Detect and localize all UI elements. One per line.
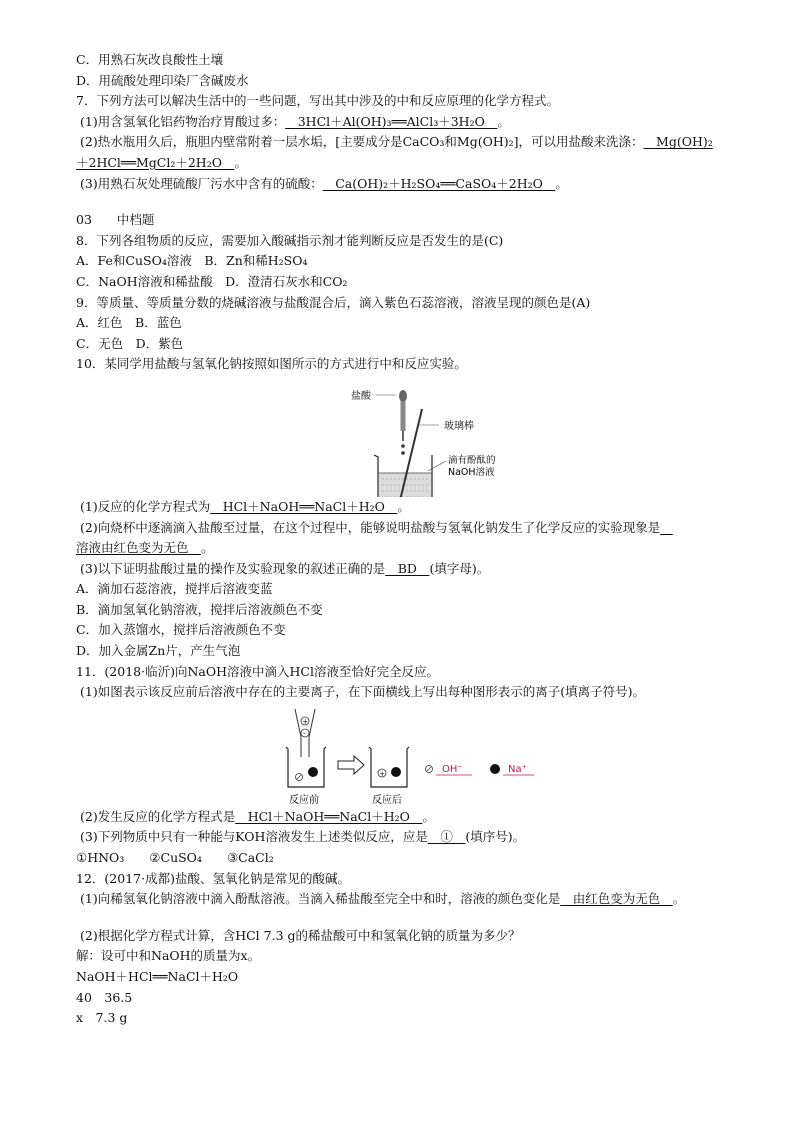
q10-stem: 10．某同学用盐酸与氢氧化钠按照如图所示的方式进行中和反应实验。 <box>76 356 467 372</box>
q10-part2-answer-a: __ <box>660 519 673 535</box>
q11-part3 <box>76 827 756 848</box>
ion-figure <box>76 703 756 807</box>
q11-part2-answer: __HCl＋NaOH══NaCl＋H₂O__ <box>235 808 423 824</box>
q10-option-b: B．滴加氢氧化钠溶液，搅拌后溶液颜色不变 <box>76 601 323 617</box>
drop-icon <box>401 451 405 455</box>
label-solution-1: 滴有酚酞的 <box>448 454 496 466</box>
beaker-before-icon <box>286 747 326 787</box>
q9-options-cd: C．无色 D．紫色 <box>76 335 184 351</box>
q10-part2-cont <box>76 538 756 559</box>
svg-text:-: - <box>303 729 306 738</box>
beaker-figure <box>76 375 756 497</box>
label-before: 反应前 <box>289 794 319 806</box>
label-solution-2: NaOH溶液 <box>448 466 495 478</box>
q11-part3-end: (填序号)。 <box>465 829 526 845</box>
legend-na-label: Na⁺ <box>508 763 527 775</box>
q7-part2-cont <box>76 153 756 174</box>
q7-part3 <box>76 174 756 195</box>
option-c-prev: C．用熟石灰改良酸性土壤 <box>76 52 224 67</box>
legend-na <box>490 764 534 775</box>
q12-part1 <box>76 889 756 910</box>
q10-part2-text: (2)向烧杯中逐滴滴入盐酸至过量，在这个过程中，能够说明盐酸与氢氧化钠发生了化学反应的实验现象是 <box>80 519 661 535</box>
q10-option-a: A．滴加石蕊溶液，搅拌后溶液变蓝 <box>76 581 273 597</box>
q10-part2-end: 。 <box>201 540 214 556</box>
q10-part3-text: (3)以下证明盐酸过量的操作及实验现象的叙述正确的是 <box>80 560 386 576</box>
dropper-icon <box>399 390 407 441</box>
q11-part2-end: 。 <box>422 808 435 824</box>
svg-text:+: + <box>379 769 386 778</box>
q10-part1-answer: __HCl＋NaOH══NaCl＋H₂O__ <box>210 498 398 514</box>
q11-stem: 11．(2018·临沂)向NaOH溶液中滴入HCl溶液至恰好完全反应。 <box>76 663 439 679</box>
beaker-diagram <box>76 375 756 497</box>
q11-part3-options: ①HNO₃ ②CuSO₄ ③CaCl₂ <box>76 850 274 866</box>
q10-part1 <box>76 497 756 518</box>
q12-solution-equation: NaOH＋HCl══NaCl＋H₂O <box>76 969 239 984</box>
q7-part1-end: 。 <box>497 113 510 129</box>
q12-stem: 12．(2017·成都)盐酸、氢氧化钠是常见的酸碱。 <box>76 870 350 886</box>
q9-stem: 9．等质量、等质量分数的烧碱溶液与盐酸混合后，滴入紫色石蕊溶液，溶液呈现的颜色是(A) <box>76 294 591 310</box>
q11-part3-answer: __①__ <box>427 829 466 845</box>
q10-part3 <box>76 559 756 580</box>
q12-part1-text: (1)向稀氢氧化钠溶液中滴入酚酞溶液。当滴入稀盐酸至完全中和时，溶液的颜色变化是 <box>80 891 561 907</box>
svg-text:+: + <box>302 717 309 726</box>
q7-part3-answer: __Ca(OH)₂＋H₂SO₄══CaSO₄＋2H₂O__ <box>322 175 556 191</box>
q10-part1-end: 。 <box>397 498 410 514</box>
q10-part1-text: (1)反应的化学方程式为 <box>80 498 211 514</box>
q7-part2-answer-a: __Mg(OH)₂ <box>643 134 713 150</box>
q8-options-ab: A．Fe和CuSO₄溶液 B．Zn和稀H₂SO₄ <box>76 253 308 269</box>
q12-part2: (2)根据化学方程式计算，含HCl 7.3 g的稀盐酸可中和氢氧化钠的质量为多少？ <box>80 927 521 943</box>
legend-oh-label: OH⁻ <box>442 763 463 775</box>
q7-part2 <box>76 132 756 153</box>
q12-solution-masses: 40 36.5 <box>76 989 133 1005</box>
q7-part1-text: (1)用含氢氧化铝药物治疗胃酸过多： <box>80 113 286 129</box>
q9-options-ab: A．红色 B．蓝色 <box>76 315 182 331</box>
arrow-right-icon <box>338 756 364 774</box>
q12-solution-intro: 解：设可中和NaOH的质量为x。 <box>76 948 261 964</box>
label-acid: 盐酸 <box>351 390 371 402</box>
q11-part3-text: (3)下列物质中只有一种能与KOH溶液发生上述类似反应，应是 <box>80 829 428 845</box>
q10-part2 <box>76 518 756 539</box>
drop-icon <box>401 444 405 448</box>
q8-stem: 8．下列各组物质的反应，需要加入酸碱指示剂才能判断反应是否发生的是(C) <box>76 232 504 248</box>
q7-part3-end: 。 <box>555 175 568 191</box>
q12-part1-answer: __由红色变为无色__ <box>560 891 673 907</box>
ion-diagram <box>76 703 756 807</box>
section-heading: 03 中档题 <box>76 212 155 228</box>
beaker-after-icon <box>369 747 409 787</box>
option-d-prev: D．用硫酸处理印染厂含碱废水 <box>76 72 249 88</box>
q10-part3-end: (填字母)。 <box>429 560 490 576</box>
legend-oh <box>426 764 473 775</box>
q10-option-d: D．加入金属Zn片，产生气泡 <box>76 643 241 659</box>
q7-part2-text: (2)热水瓶用久后，瓶胆内壁常附着一层水垢，[主要成分是CaCO₃和Mg(OH)₂]，可以用盐酸来洗涤： <box>80 134 644 150</box>
q7-part1-answer: __3HCl＋Al(OH)₃══AlCl₃＋3H₂O__ <box>285 113 498 129</box>
q7-part2-end: 。 <box>234 154 247 170</box>
q11-part2-text: (2)发生反应的化学方程式是 <box>80 808 236 824</box>
q12-part1-end: 。 <box>672 891 686 907</box>
q10-part2-answer-b: 溶液由红色变为无色__ <box>76 540 202 556</box>
q7-stem-text: 7．下列方法可以解决生活中的一些问题，写出其中涉及的中和反应原理的化学方程式。 <box>76 93 559 109</box>
worksheet-page <box>76 50 756 1029</box>
label-rod: 玻璃棒 <box>444 420 474 432</box>
q12-solution-values: x 7.3 g <box>76 1010 128 1026</box>
q10-option-c: C．加入蒸馏水，搅拌后溶液颜色不变 <box>76 622 286 638</box>
q10-part3-answer: __BD__ <box>385 560 430 576</box>
dropper-tube-icon <box>295 709 315 757</box>
q7-part2-answer-b: ＋2HCl══MgCl₂＋2H₂O__ <box>76 154 235 170</box>
q7-part1 <box>76 112 756 133</box>
q11-part2 <box>76 807 756 828</box>
q7-part3-text: (3)用熟石灰处理硫酸厂污水中含有的硫酸： <box>80 175 323 191</box>
label-after: 反应后 <box>372 794 402 806</box>
q7-stem <box>76 91 756 112</box>
q8-options-cd: C．NaOH溶液和稀盐酸 D．澄清石灰水和CO₂ <box>76 273 348 289</box>
na-ion-icon <box>490 764 500 774</box>
q11-part1: (1)如图表示该反应前后溶液中存在的主要离子，在下面横线上写出每种图形表示的离子(填离子符号)。 <box>80 684 645 700</box>
